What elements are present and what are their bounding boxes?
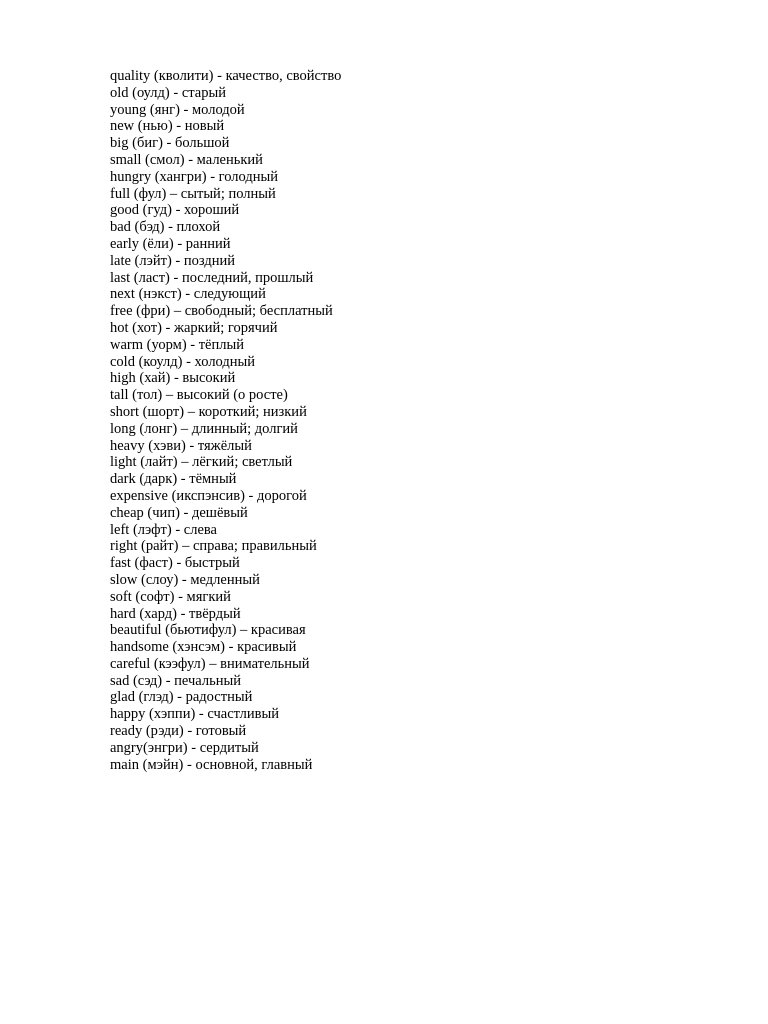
vocabulary-line: handsome (хэнсэм) - красивый: [110, 639, 297, 656]
vocabulary-line: expensive (икспэнсив) - дорогой: [110, 487, 307, 504]
vocabulary-line: young (янг) - молодой: [110, 101, 245, 118]
vocabulary-line: cheap (чип) - дешёвый: [110, 504, 248, 521]
vocabulary-line: short (шорт) – короткий; низкий: [110, 403, 307, 420]
vocabulary-line: fast (фаст) - быстрый: [110, 555, 240, 572]
vocabulary-line: long (лонг) – длинный; долгий: [110, 420, 298, 437]
vocabulary-line: last (ласт) - последний, прошлый: [110, 269, 314, 286]
vocabulary-line: soft (софт) - мягкий: [110, 588, 231, 605]
vocabulary-line: hungry (хангри) - голодный: [110, 168, 279, 185]
vocabulary-line: next (нэкст) - следующий: [110, 286, 266, 303]
vocabulary-line: tall (тол) – высокий (о росте): [110, 387, 288, 404]
vocabulary-line: high (хай) - высокий: [110, 370, 236, 387]
vocabulary-line: dark (дарк) - тёмный: [110, 471, 237, 488]
vocabulary-line: careful (кээфул) – внимательный: [110, 655, 310, 672]
vocabulary-line: beautiful (бьютифул) – красивая: [110, 622, 306, 639]
vocabulary-line: ready (рэди) - готовый: [110, 723, 247, 740]
vocabulary-line: slow (слоу) - медленный: [110, 571, 260, 588]
vocabulary-line: sad (сэд) - печальный: [110, 672, 241, 689]
vocabulary-line: new (нью) - новый: [110, 118, 225, 135]
vocabulary-line: light (лайт) – лёгкий; светлый: [110, 454, 293, 471]
vocabulary-line: angry(энгри) - сердитый: [110, 739, 259, 756]
vocabulary-list: [110, 68, 341, 773]
vocabulary-line: warm (уорм) - тёплый: [110, 336, 244, 353]
vocabulary-line: cold (коулд) - холодный: [110, 353, 256, 370]
vocabulary-line: main (мэйн) - основной, главный: [110, 756, 313, 773]
vocabulary-line: hard (хард) - твёрдый: [110, 605, 241, 622]
vocabulary-line: full (фул) – сытый; полный: [110, 185, 276, 202]
vocabulary-line: right (райт) – справа; правильный: [110, 538, 317, 555]
vocabulary-line: small (смол) - маленький: [110, 151, 263, 168]
vocabulary-line: quality (кволити) - качество, свойство: [110, 68, 342, 84]
vocabulary-line: bad (бэд) - плохой: [110, 219, 221, 236]
vocabulary-line: old (оулд) - старый: [110, 84, 226, 101]
vocabulary-line: heavy (хэви) - тяжёлый: [110, 437, 252, 454]
vocabulary-line: happy (хэппи) - счастливый: [110, 706, 279, 723]
vocabulary-line: free (фри) – свободный; бесплатный: [110, 303, 333, 320]
vocabulary-line: left (лэфт) - слева: [110, 521, 217, 538]
vocabulary-line: early (ёли) - ранний: [110, 235, 231, 252]
vocabulary-line: big (биг) - большой: [110, 135, 230, 152]
vocabulary-line: late (лэйт) - поздний: [110, 252, 235, 269]
vocabulary-line: glad (глэд) - радостный: [110, 689, 253, 706]
vocabulary-line: hot (хот) - жаркий; горячий: [110, 319, 278, 336]
vocabulary-line: good (гуд) - хороший: [110, 202, 240, 219]
